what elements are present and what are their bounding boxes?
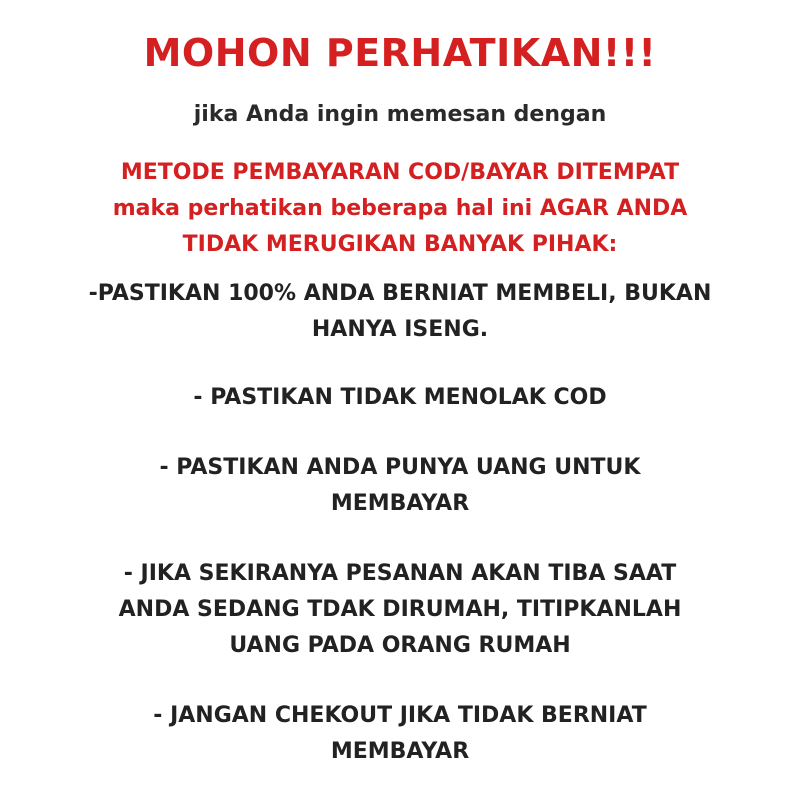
- rule-item: [0, 698, 800, 770]
- rule-item: [0, 556, 800, 664]
- rule-line: - PASTIKAN TIDAK MENOLAK COD: [193, 385, 607, 410]
- rule-item: [0, 276, 800, 348]
- rule-line: - JIKA SEKIRANYA PESANAN AKAN TIBA SAAT: [123, 561, 677, 586]
- rule-line: UANG PADA ORANG RUMAH: [229, 633, 571, 658]
- rule-line: MEMBAYAR: [330, 739, 470, 764]
- warning-line: maka perhatikan beberapa hal ini AGAR ANDA: [112, 196, 688, 221]
- rule-item: [0, 380, 800, 416]
- payment-warning: [0, 155, 800, 263]
- rule-line: -PASTIKAN 100% ANDA BERNIAT MEMBELI, BUKAN: [88, 281, 712, 306]
- warning-line: METODE PEMBAYARAN COD/BAYAR DITEMPAT: [120, 160, 680, 185]
- notice-subtitle: jika Anda ingin memesan dengan: [193, 102, 607, 127]
- rule-line: MEMBAYAR: [330, 491, 470, 516]
- rule-item: [0, 450, 800, 522]
- rule-line: - JANGAN CHEKOUT JIKA TIDAK BERNIAT: [153, 703, 647, 728]
- notice-title: MOHON PERHATIKAN!!!: [143, 31, 657, 75]
- rule-line: - PASTIKAN ANDA PUNYA UANG UNTUK: [159, 455, 641, 480]
- warning-line: TIDAK MERUGIKAN BANYAK PIHAK:: [182, 232, 618, 257]
- rule-line: HANYA ISENG.: [311, 317, 489, 342]
- rule-line: ANDA SEDANG TDAK DIRUMAH, TITIPKANLAH: [118, 597, 682, 622]
